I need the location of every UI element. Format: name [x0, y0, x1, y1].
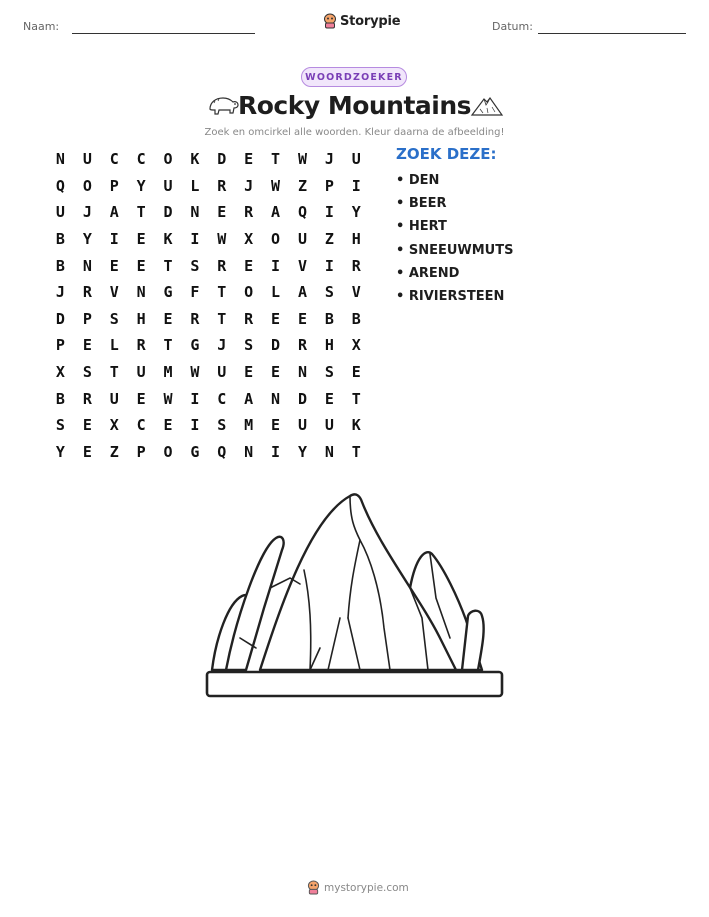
grid-letter[interactable]: E [351, 363, 361, 382]
grid-letter[interactable]: D [217, 150, 227, 169]
grid-letter[interactable]: T [109, 363, 119, 382]
grid-letter[interactable]: P [82, 309, 92, 328]
grid-letter[interactable]: I [190, 230, 200, 249]
grid-letter[interactable]: R [136, 336, 146, 355]
grid-letter[interactable]: O [163, 442, 173, 461]
grid-letter[interactable]: I [271, 256, 281, 275]
mountain-icon [470, 93, 504, 119]
grid-letter[interactable]: E [217, 203, 227, 222]
grid-letter[interactable]: V [109, 283, 119, 302]
grid-letter[interactable]: T [136, 203, 146, 222]
grid-letter[interactable]: N [324, 442, 334, 461]
grid-letter[interactable]: I [190, 389, 200, 408]
grid-letter[interactable]: Q [217, 442, 227, 461]
grid-letter[interactable]: I [324, 256, 334, 275]
grid-letter[interactable]: I [190, 416, 200, 435]
grid-letter[interactable]: U [136, 363, 146, 382]
grid-letter[interactable]: F [190, 283, 200, 302]
grid-letter[interactable]: X [109, 416, 119, 435]
grid-letter[interactable]: R [82, 283, 92, 302]
grid-letter[interactable]: L [109, 336, 119, 355]
grid-letter[interactable]: S [190, 256, 200, 275]
grid-letter[interactable]: L [271, 283, 281, 302]
grid-letter[interactable]: T [351, 442, 361, 461]
grid-letter[interactable]: U [297, 230, 307, 249]
grid-letter[interactable]: I [271, 442, 281, 461]
grid-letter[interactable]: V [351, 283, 361, 302]
date-line [538, 33, 686, 34]
grid-letter[interactable]: C [136, 416, 146, 435]
grid-letter[interactable]: P [109, 176, 119, 195]
grid-letter[interactable]: S [324, 363, 334, 382]
grid-letter[interactable]: R [190, 309, 200, 328]
storypie-mascot-icon [323, 13, 337, 29]
grid-letter[interactable]: D [55, 309, 65, 328]
grid-letter[interactable]: J [244, 176, 254, 195]
grid-letter[interactable]: M [163, 363, 173, 382]
grid-letter[interactable]: E [82, 416, 92, 435]
grid-letter[interactable]: N [244, 442, 254, 461]
mountains-coloring-illustration [200, 488, 510, 703]
grid-letter[interactable]: Y [136, 176, 146, 195]
grid-letter[interactable]: T [163, 336, 173, 355]
grid-letter[interactable]: B [351, 309, 361, 328]
grid-letter[interactable]: E [109, 256, 119, 275]
name-label: Naam: [23, 20, 60, 33]
grid-letter[interactable]: R [244, 309, 254, 328]
grid-letter[interactable]: S [109, 309, 119, 328]
grid-letter[interactable]: U [297, 416, 307, 435]
grid-letter[interactable]: E [136, 256, 146, 275]
grid-letter[interactable]: P [55, 336, 65, 355]
grid-letter[interactable]: S [217, 416, 227, 435]
grid-letter[interactable]: E [163, 309, 173, 328]
word-list-item: • SNEEUWMUTS [396, 242, 513, 265]
grid-letter[interactable]: O [244, 283, 254, 302]
grid-letter[interactable]: E [82, 336, 92, 355]
grid-letter[interactable]: E [297, 309, 307, 328]
grid-letter[interactable]: H [136, 309, 146, 328]
grid-letter[interactable]: S [82, 363, 92, 382]
grid-letter[interactable]: K [351, 416, 361, 435]
word-list-item: • AREND [396, 265, 513, 288]
grid-letter[interactable]: G [163, 283, 173, 302]
grid-letter[interactable]: U [163, 176, 173, 195]
footer-url: mystorypie.com [324, 881, 409, 894]
word-list [396, 172, 513, 311]
grid-letter[interactable]: I [324, 203, 334, 222]
grid-letter[interactable]: B [55, 230, 65, 249]
grid-letter[interactable]: Q [55, 176, 65, 195]
instructions: Zoek en omcirkel alle woorden. Kleur daarna de afbeelding! [204, 127, 505, 138]
grid-letter[interactable]: B [55, 256, 65, 275]
grid-letter[interactable]: S [324, 283, 334, 302]
grid-letter[interactable]: X [351, 336, 361, 355]
grid-letter[interactable]: T [217, 309, 227, 328]
grid-letter[interactable]: B [55, 389, 65, 408]
grid-letter[interactable]: C [109, 150, 119, 169]
grid-letter[interactable]: B [324, 309, 334, 328]
grid-letter[interactable]: N [271, 389, 281, 408]
grid-letter[interactable]: E [244, 150, 254, 169]
grid-letter[interactable]: X [244, 230, 254, 249]
grid-letter[interactable]: E [271, 363, 281, 382]
grid-letter[interactable]: Y [297, 442, 307, 461]
brand-logo [323, 13, 400, 29]
grid-letter[interactable]: Q [297, 203, 307, 222]
grid-letter[interactable]: E [324, 389, 334, 408]
grid-letter[interactable]: Y [351, 203, 361, 222]
grid-letter[interactable]: S [244, 336, 254, 355]
grid-letter[interactable]: Z [297, 176, 307, 195]
word-list-title: ZOEK DEZE: [396, 145, 497, 163]
grid-letter[interactable]: J [55, 283, 65, 302]
grid-letter[interactable]: R [244, 203, 254, 222]
grid-letter[interactable]: E [271, 309, 281, 328]
grid-letter[interactable]: T [271, 150, 281, 169]
grid-letter[interactable]: U [55, 203, 65, 222]
grid-letter[interactable]: W [271, 176, 281, 195]
grid-letter[interactable]: L [190, 176, 200, 195]
grid-letter[interactable]: R [297, 336, 307, 355]
grid-letter[interactable]: C [217, 389, 227, 408]
grid-letter[interactable]: O [163, 150, 173, 169]
word-list-item: • RIVIERSTEEN [396, 288, 513, 311]
grid-letter[interactable]: T [351, 389, 361, 408]
grid-letter[interactable]: O [271, 230, 281, 249]
grid-letter[interactable]: W [297, 150, 307, 169]
grid-letter[interactable]: E [244, 256, 254, 275]
grid-letter[interactable]: D [297, 389, 307, 408]
grid-letter[interactable]: E [136, 389, 146, 408]
grid-letter[interactable]: K [163, 230, 173, 249]
grid-letter[interactable]: E [82, 442, 92, 461]
brand-name: Storypie [340, 13, 401, 29]
grid-letter[interactable]: W [217, 230, 227, 249]
grid-letter[interactable]: N [190, 203, 200, 222]
name-line [72, 33, 255, 34]
worksheet-type-badge: WOORDZOEKER [301, 67, 407, 87]
grid-letter[interactable]: A [271, 203, 281, 222]
grid-letter[interactable]: D [163, 203, 173, 222]
grid-letter[interactable]: T [163, 256, 173, 275]
grid-letter[interactable]: T [217, 283, 227, 302]
grid-letter[interactable]: N [55, 150, 65, 169]
grid-letter[interactable]: J [217, 336, 227, 355]
grid-letter[interactable]: E [271, 416, 281, 435]
grid-letter[interactable]: H [324, 336, 334, 355]
grid-letter[interactable]: K [190, 150, 200, 169]
grid-letter[interactable]: C [136, 150, 146, 169]
grid-letter[interactable]: N [136, 283, 146, 302]
word-list-item: • DEN [396, 172, 513, 195]
page-title: Rocky Mountains [237, 91, 472, 120]
grid-letter[interactable]: Z [324, 230, 334, 249]
grid-letter[interactable]: Z [109, 442, 119, 461]
grid-letter[interactable]: X [55, 363, 65, 382]
footer [307, 880, 409, 895]
grid-letter[interactable]: I [351, 176, 361, 195]
grid-letter[interactable]: R [351, 256, 361, 275]
grid-letter[interactable]: W [190, 363, 200, 382]
grid-letter[interactable]: D [271, 336, 281, 355]
grid-letter[interactable]: A [297, 283, 307, 302]
grid-letter[interactable]: P [136, 442, 146, 461]
grid-letter[interactable]: U [217, 363, 227, 382]
grid-letter[interactable]: N [297, 363, 307, 382]
date-label: Datum: [492, 20, 533, 33]
grid-letter[interactable]: E [163, 416, 173, 435]
grid-letter[interactable]: U [82, 150, 92, 169]
grid-letter[interactable]: Y [82, 230, 92, 249]
grid-letter[interactable]: A [109, 203, 119, 222]
grid-letter[interactable]: E [136, 230, 146, 249]
grid-letter[interactable]: U [109, 389, 119, 408]
grid-letter[interactable]: R [217, 176, 227, 195]
grid-letter[interactable]: P [324, 176, 334, 195]
grid-letter[interactable]: W [163, 389, 173, 408]
grid-letter[interactable]: J [82, 203, 92, 222]
grid-letter[interactable]: E [244, 363, 254, 382]
grid-letter[interactable]: G [190, 442, 200, 461]
grid-letter[interactable]: R [82, 389, 92, 408]
grid-letter[interactable]: O [82, 176, 92, 195]
grid-letter[interactable]: U [351, 150, 361, 169]
grid-letter[interactable]: V [297, 256, 307, 275]
grid-letter[interactable]: N [82, 256, 92, 275]
grid-letter[interactable]: A [244, 389, 254, 408]
grid-letter[interactable]: J [324, 150, 334, 169]
word-list-item: • BEER [396, 195, 513, 218]
grid-letter[interactable]: U [324, 416, 334, 435]
grid-letter[interactable]: M [244, 416, 254, 435]
grid-letter[interactable]: S [55, 416, 65, 435]
grid-letter[interactable]: H [351, 230, 361, 249]
storypie-mascot-icon [307, 880, 320, 895]
word-search-grid [47, 146, 370, 465]
word-list-item: • HERT [396, 218, 513, 241]
grid-letter[interactable]: G [190, 336, 200, 355]
grid-letter[interactable]: I [109, 230, 119, 249]
grid-letter[interactable]: Y [55, 442, 65, 461]
grid-letter[interactable]: R [217, 256, 227, 275]
